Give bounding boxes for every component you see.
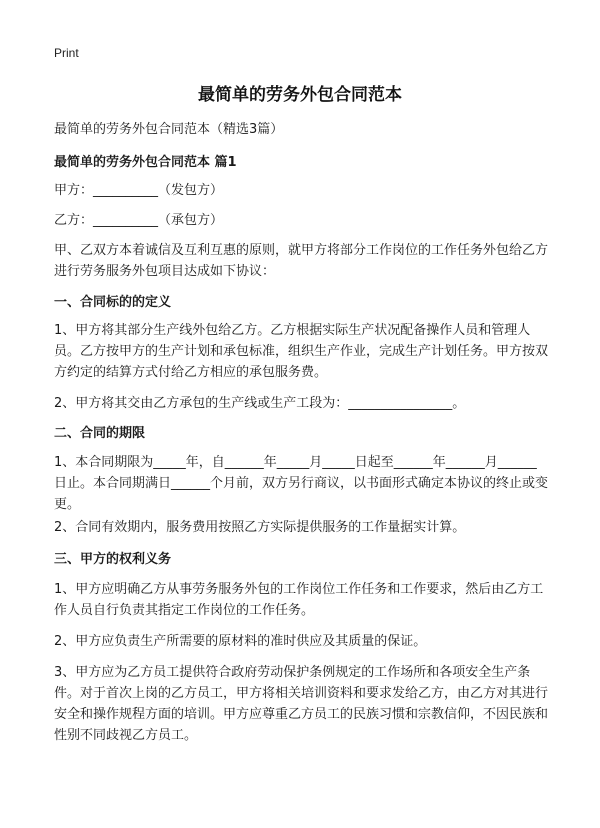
party-b-line: 乙方：__________（承包方） (54, 213, 224, 228)
paragraph-6: 2、甲方应负责生产所需要的原材料的准时供应及其质量的保证。 (54, 634, 427, 649)
document-title: 最简单的劳务外包合同范本 (198, 85, 402, 105)
heading-3: 三、甲方的权利义务 (54, 552, 172, 567)
intro-paragraph: 甲、乙双方本着诚信及互利互惠的原则，就甲方将部分工作岗位的工作任务外包给乙方进行劳务服务外包项目达成如下协议： (54, 243, 549, 279)
document-subtitle: 最简单的劳务外包合同范本（精选3篇） (54, 122, 284, 137)
paragraph-1: 1、甲方将其部分生产线外包给乙方。乙方根据实际生产状况配备操作人员和管理人员。乙方按甲方的生产计划和承包标准，组织生产作业，完成生产计划任务。甲方按双方约定的结算方式付给乙方相应的承包服务费。 (54, 323, 549, 380)
paragraph-5: 1、甲方应明确乙方从事劳务服务外包的工作岗位工作任务和工作要求，然后由乙方工作人员自行负责其指定工作岗位的工作任务。 (54, 582, 544, 618)
party-a-line: 甲方：__________（发包方） (54, 183, 224, 198)
heading-2: 二、合同的期限 (54, 426, 146, 441)
paragraph-3: 1、本合同期限为_____年，自______年_____月_____日起至______年______月______日止。本合同期满日______个月前，双方另行商议，以书面形式确定本协议的终止或变更。 (54, 455, 549, 512)
section-title: 最简单的劳务外包合同范本 篇1 (54, 155, 237, 170)
paragraph-7: 3、甲方应为乙方员工提供符合政府劳动保护条例规定的工作场所和各项安全生产条件。对于首次上岗的乙方员工，甲方将相关培训资料和要求发给乙方，由乙方对其进行安全和操作规程方面的培训。甲方应尊重乙方员工的民族习惯和宗教信仰，不因民族和性别不同歧视乙方员工。 (54, 665, 549, 743)
paragraph-2: 2、甲方将其交由乙方承包的生产线或生产工段为：________________。 (54, 396, 466, 411)
paragraph-4: 2、合同有效期内，服务费用按照乙方实际提供服务的工作量据实计算。 (54, 520, 466, 535)
heading-1: 一、合同标的的定义 (54, 295, 172, 310)
print-link[interactable]: Print (54, 46, 79, 60)
